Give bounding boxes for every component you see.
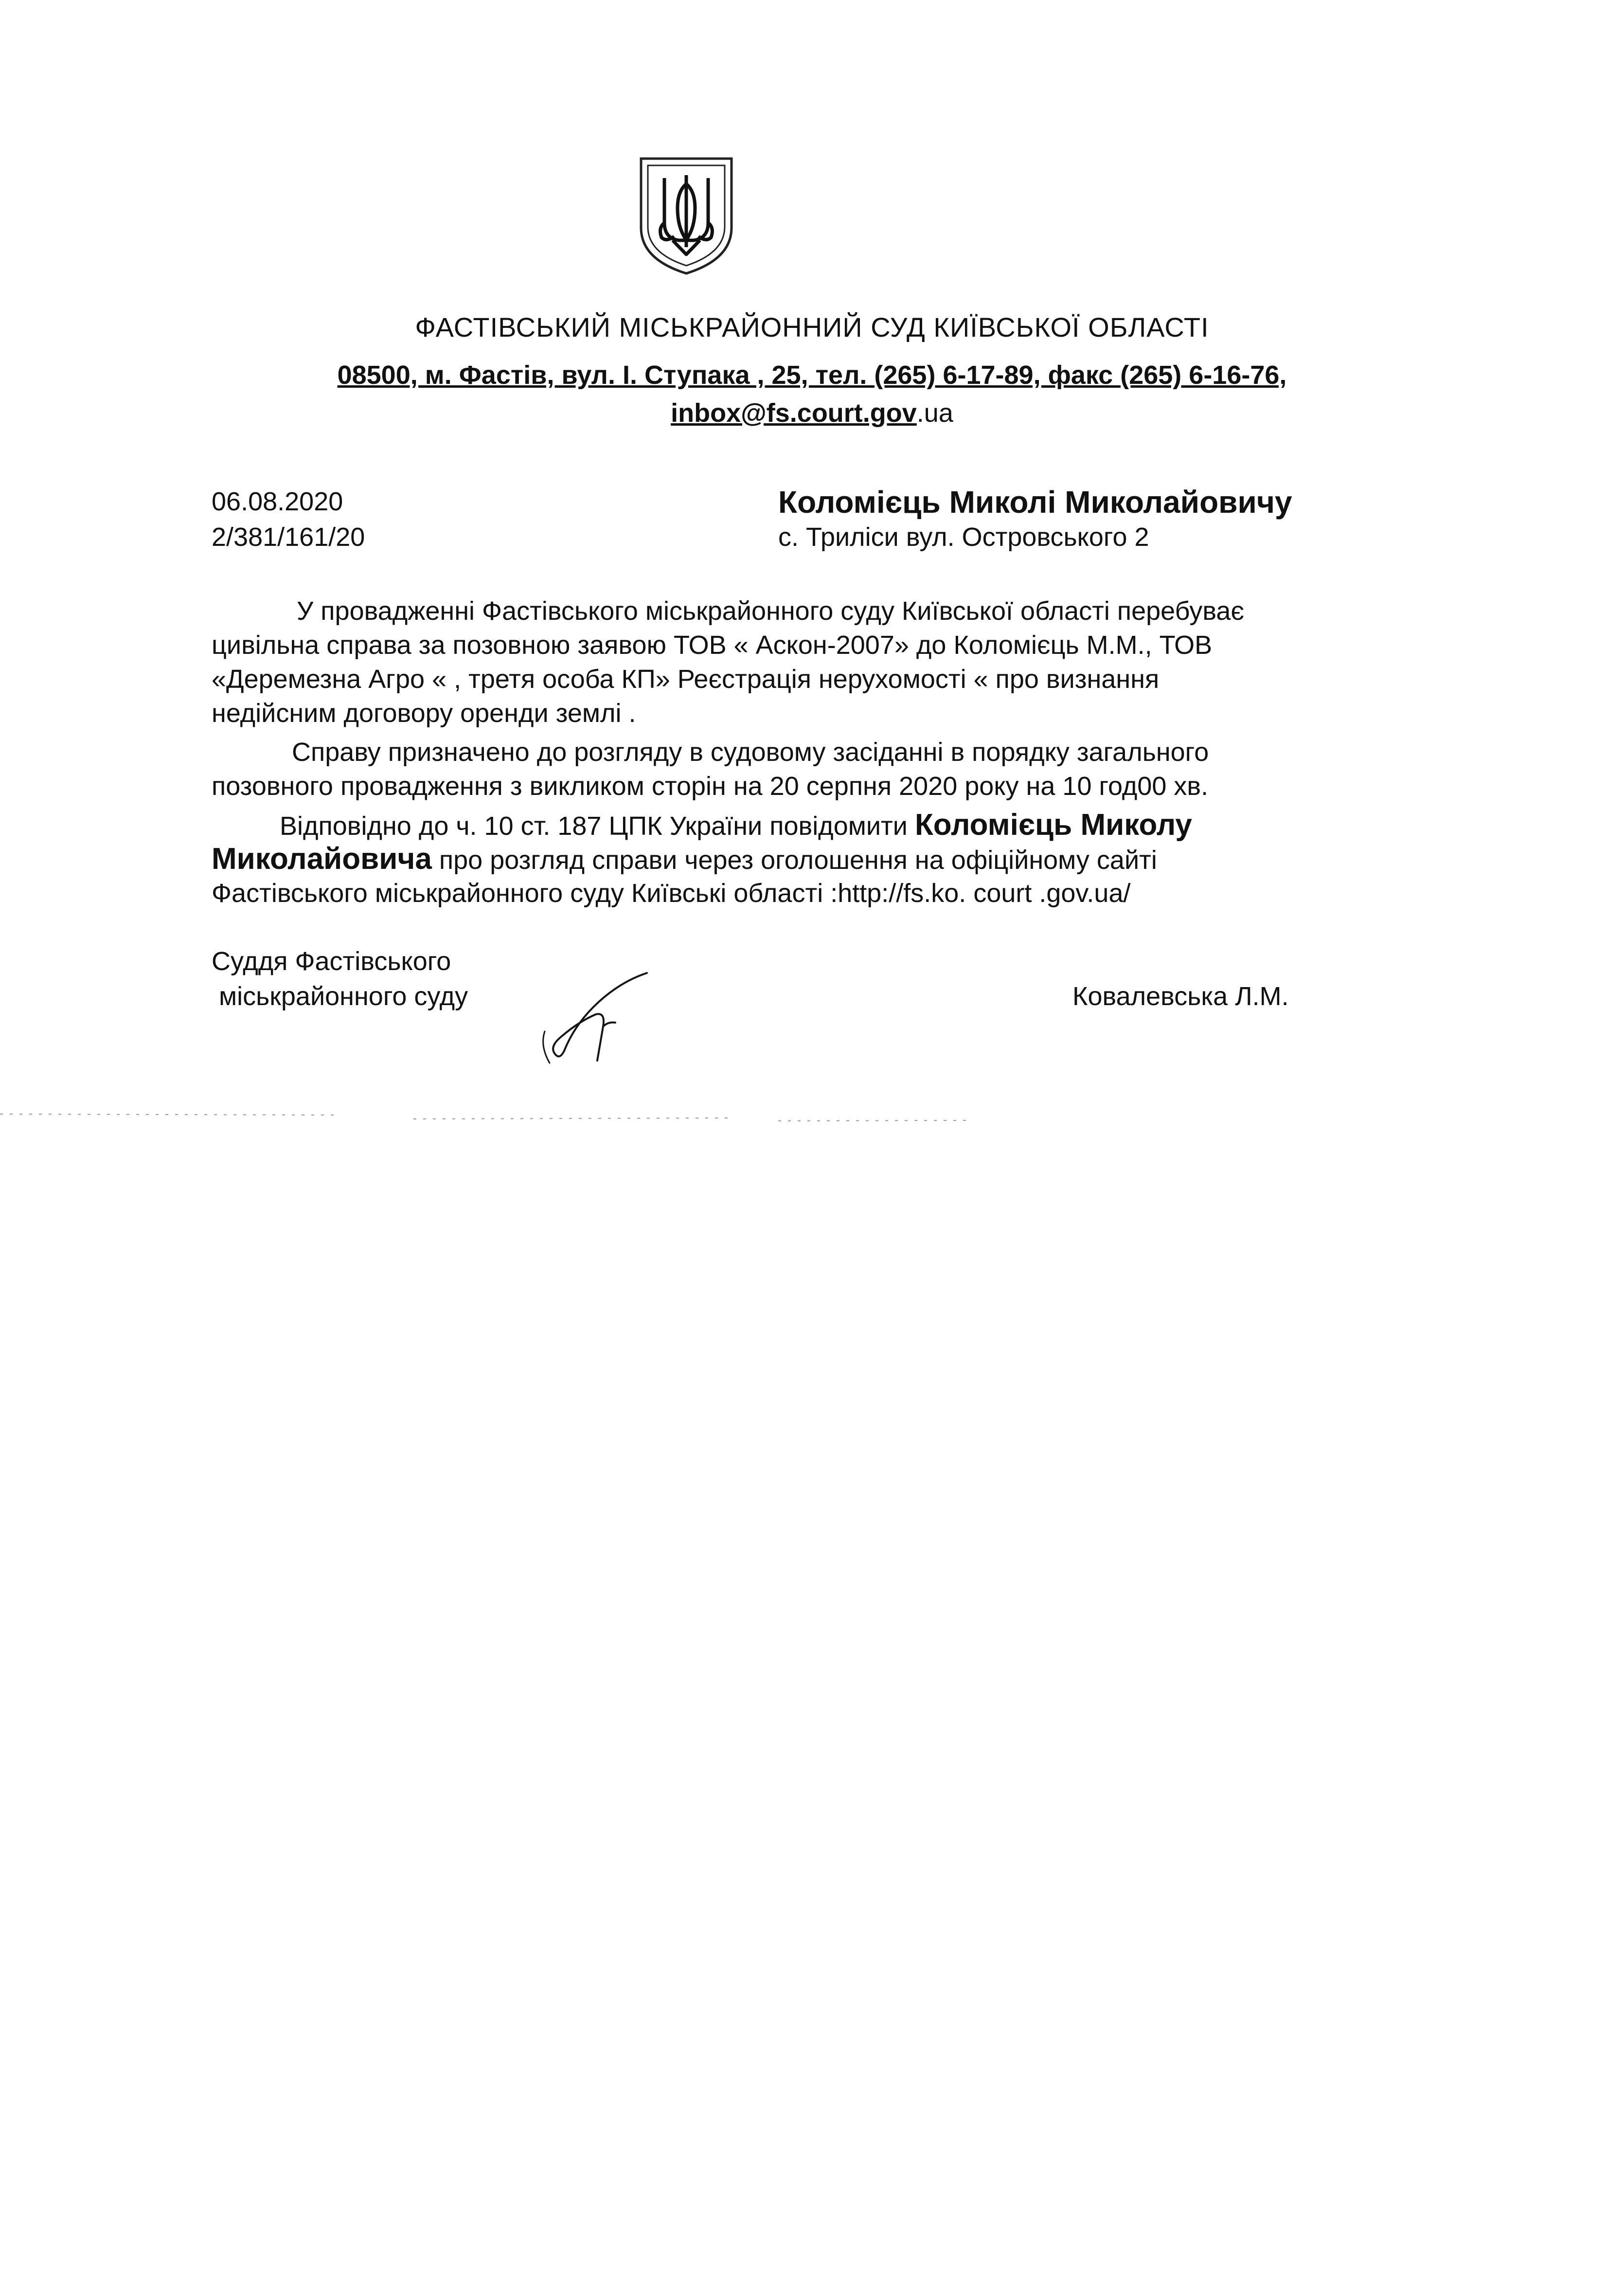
court-address: 08500, м. Фастів, вул. І. Ступака , 25, тел. (265) 6-17-89, факс (265) 6-16-76, [337,360,1287,390]
scan-noise-line [0,1104,1624,1134]
paragraph-2-line-1: Справу призначено до розгляду в судовому засіданні в порядку загального [292,738,1209,767]
signature-label-line-2: міськрайонного суду [219,982,468,1011]
signer-name: Ковалевська Л.М. [1072,982,1289,1011]
paragraph-3-line-1 [280,808,1192,842]
paragraph-1-line-2: цивільна справа за позовною заявою ТОВ « Аскон-2007» до Коломієць М.М., ТОВ [212,630,1213,660]
handwritten-signature [535,968,652,1065]
paragraph-3-line-2-bold: Миколайовича [212,842,432,876]
court-email [0,398,1624,428]
court-name-heading: ФАСТІВСЬКИЙ МІСЬКРАЙОННИЙ СУД КИЇВСЬКОЇ ОБЛАСТІ [415,312,1209,342]
paragraph-3-line-1-bold: Коломієць Миколу [914,808,1192,842]
recipient-name: Коломієць Миколі Миколайовичу [778,485,1292,520]
paragraph-1-line-3: «Деремезна Агро « , третя особа КП» Реєстрація нерухомості « про визнання [212,665,1160,694]
document-date: 06.08.2020 [212,487,343,516]
paragraph-3-line-2 [212,842,1157,876]
paragraph-2-line-2: позовного провадження з викликом сторін на 20 серпня 2020 року на 10 год00 хв. [212,772,1209,801]
paragraph-3-line-3: Фастівського міськрайонного суду Київські області :http://fs.ko. court .gov.ua/ [212,879,1131,908]
coat-of-arms-emblem [636,155,736,276]
paragraph-1-line-1: У провадженні Фастівського міськрайонного суду Київської області перебуває [297,596,1245,626]
court-email-main: inbox@fs.court.gov [671,398,917,428]
recipient-address: с. Триліси вул. Островського 2 [778,522,1149,552]
paragraph-3-line-2-text: про розгляд справи через оголошення на офіційному сайті [439,846,1157,875]
court-email-suffix: .ua [916,398,953,428]
signature-label-line-1: Суддя Фастівського [212,947,451,976]
paragraph-3-line-1-text: Відповідно до ч. 10 ст. 187 ЦПК України повідомити [280,811,908,841]
case-reference-number: 2/381/161/20 [212,522,365,552]
paragraph-1-line-4: недійсним договору оренди землі . [212,699,636,728]
